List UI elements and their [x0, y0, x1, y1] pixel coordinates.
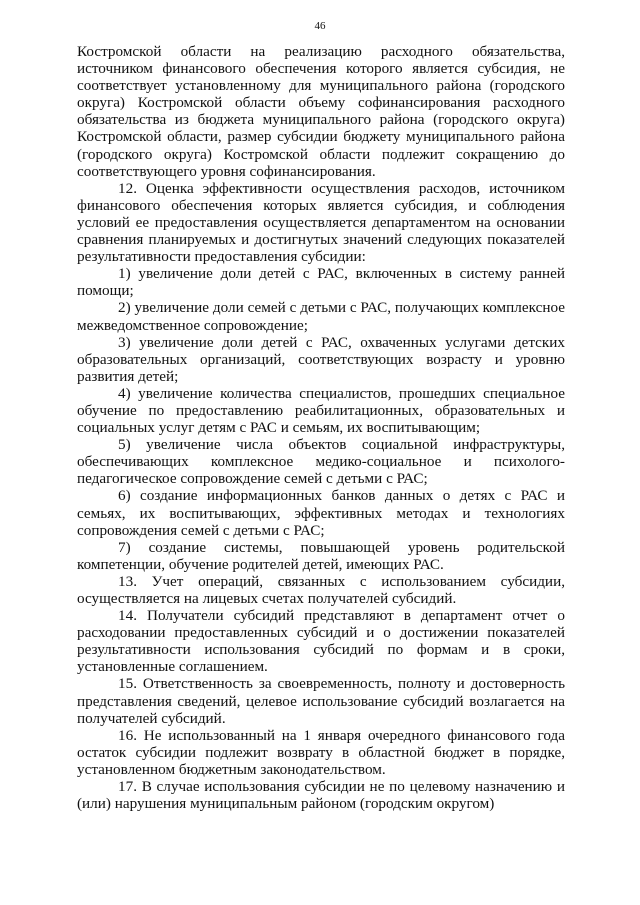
list-item-7: 7) создание системы, повышающей уровень родительской компетенции, обучение родителей детей, имеющих РАС. — [77, 538, 565, 573]
paragraph-13: 13. Учет операций, связанных с использованием субсидии, осуществляется на лицевых счетах получателей субсидий. — [77, 572, 565, 607]
page-number: 46 — [314, 20, 326, 32]
list-item-4: 4) увеличение количества специалистов, прошедших специальное обучение по предоставлению реабилитационных, образовательных и социальных услуг детям с РАС и семьям, их воспитывающим; — [77, 384, 565, 437]
paragraph-14: 14. Получатели субсидий представляют в департамент отчет о расходовании предоставленных субсидий и о достижении показателей результативности использования субсидий по формам и в сроки, установленные соглашением. — [77, 607, 565, 676]
list-item-3: 3) увеличение доли детей с РАС, охваченных услугами детских образовательных организаций, соответствующих возрасту и уровню развития детей; — [77, 333, 565, 385]
paragraph-continuation: Костромской области на реализацию расходного обязательства, источником финансового обеспечения которого является субсидия, не соответствует установленному для муниципального района (городского округа) Костромской области объему софинансирования расходного обязательства из бюджета муниципального района (городского округа) Костромской области, размер субсидии бюджету муниципального района (городского округа) Костромской области подлежит сокращению до соответствующего уровня софинансирования. — [77, 43, 565, 180]
paragraph-15: 15. Ответственность за своевременность, полноту и достоверность представления сведений, целевое использование субсидий возлагается на получателей субсидий. — [77, 675, 565, 727]
body-text — [77, 43, 565, 812]
paragraph-12: 12. Оценка эффективности осуществления расходов, источником финансового обеспечения которых является субсидия, и соблюдения условий ее предоставления осуществляется департаментом на основании сравнения планируемых и достигнутых значений следующих показателей результативности предоставления субсидии: — [77, 179, 565, 266]
list-item-6: 6) создание информационных банков данных о детях с РАС и семьях, их воспитывающих, эффективных методах и технологиях сопровождения семей с детьми с РАС; — [77, 487, 565, 539]
list-item-1: 1) увеличение доли детей с РАС, включенных в систему ранней помощи; — [77, 265, 565, 300]
paragraph-16: 16. Не использованный на 1 января очередного финансового года остаток субсидии подлежит возврату в областной бюджет в порядке, установленном бюджетным законодательством. — [77, 726, 565, 778]
list-item-2: 2) увеличение доли семей с детьми с РАС, получающих комплексное межведомственное сопровождение; — [77, 299, 565, 334]
paragraph-17: 17. В случае использования субсидии не по целевому назначению и (или) нарушения муниципальным районом (городским округом) — [77, 778, 565, 813]
list-item-5: 5) увеличение числа объектов социальной инфраструктуры, обеспечивающих комплексное медико-социальное и психолого-педагогическое сопровождение семей с детьми с РАС; — [77, 436, 565, 488]
